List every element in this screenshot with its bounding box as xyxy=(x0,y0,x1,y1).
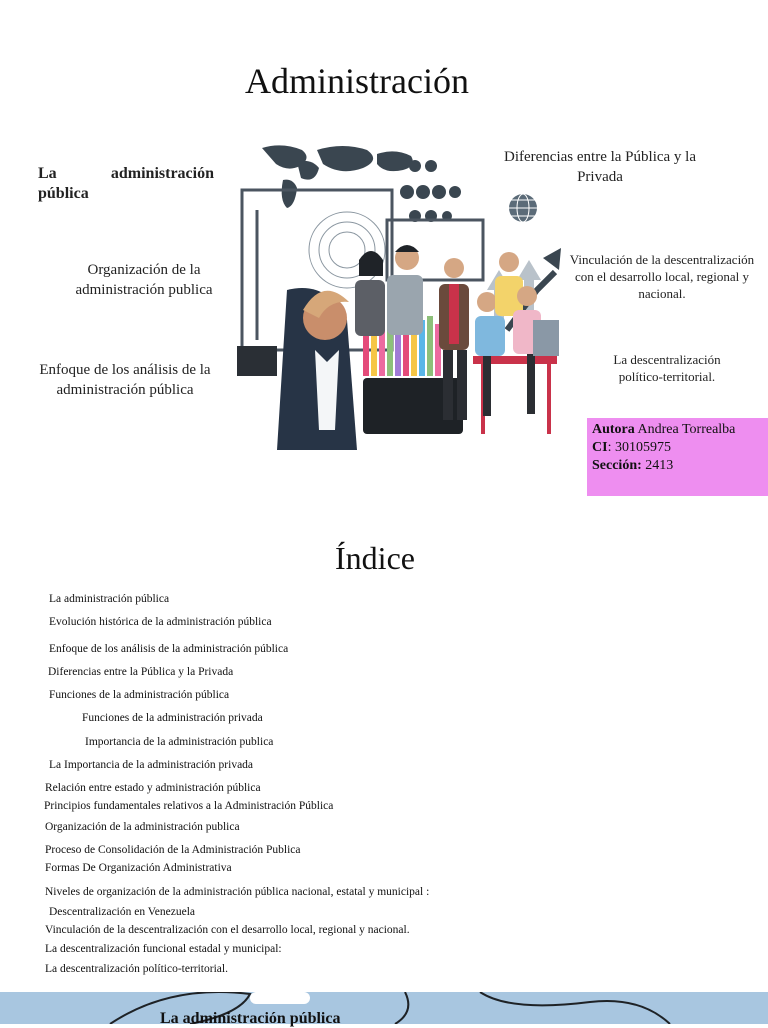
author-name: Andrea Torrealba xyxy=(637,422,736,437)
topic-differences: Diferencias entre la Pública y la Privada xyxy=(504,149,696,185)
section-line xyxy=(592,457,763,475)
footer-band xyxy=(0,992,768,1024)
index-item: Enfoque de los análisis de la administración pública xyxy=(49,643,289,655)
index-item: Importancia de la administración publica xyxy=(85,736,274,748)
page-title: Administración xyxy=(245,61,469,101)
ci-line xyxy=(592,439,763,457)
footer-title: La administración pública xyxy=(160,1010,341,1027)
index-item: Formas De Organización Administrativa xyxy=(45,862,232,874)
topic-analysis-approach: Enfoque de los análisis de la administración pública xyxy=(39,362,211,398)
index-item: Vinculación de la descentralización con el desarrollo local, regional y nacional. xyxy=(45,924,410,936)
author-info-box xyxy=(587,418,768,496)
index-item: Diferencias entre la Pública y la Privada xyxy=(48,666,234,678)
section-label: Sección: xyxy=(592,458,642,473)
section-value: 2413 xyxy=(645,458,674,473)
index-item: Descentralización en Venezuela xyxy=(49,906,196,918)
index-item: La Importancia de la administración privada xyxy=(49,759,254,771)
index-item: Evolución histórica de la administración pública xyxy=(49,616,272,628)
business-team-illustration xyxy=(237,140,570,452)
index-item: La descentralización político-territorial. xyxy=(45,963,228,975)
index-item: La administración pública xyxy=(49,593,170,605)
index-title: Índice xyxy=(335,540,415,576)
ci-value: : 30105975 xyxy=(607,440,671,455)
index-item: Funciones de la administración pública xyxy=(49,689,230,701)
decorative-curves xyxy=(0,992,768,1024)
index-item: La descentralización funcional estadal y municipal: xyxy=(45,943,282,955)
ci-label: CI xyxy=(592,440,608,455)
index-item: Principios fundamentales relativos a la Administración Pública xyxy=(44,800,334,812)
index-item: Funciones de la administración privada xyxy=(82,712,263,724)
topic-decentralization-link: Vinculación de la descentralización con el desarrollo local, regional y nacional. xyxy=(569,252,755,301)
index-item: Proceso de Consolidación de la Administración Publica xyxy=(45,844,301,856)
topic-territorial-decentralization: La descentralización político-territorial. xyxy=(613,352,721,384)
topic-organization: Organización de la administración publica xyxy=(75,262,213,298)
index-item: Niveles de organización de la administración pública nacional, estatal y municipal : xyxy=(45,886,430,898)
author-label: Autora xyxy=(592,422,635,437)
index-item: Organización de la administración publica xyxy=(45,821,240,833)
topic-public-administration: La administración pública xyxy=(38,165,214,202)
author-line xyxy=(592,421,763,439)
index-item: Relación entre estado y administración pública xyxy=(45,782,261,794)
